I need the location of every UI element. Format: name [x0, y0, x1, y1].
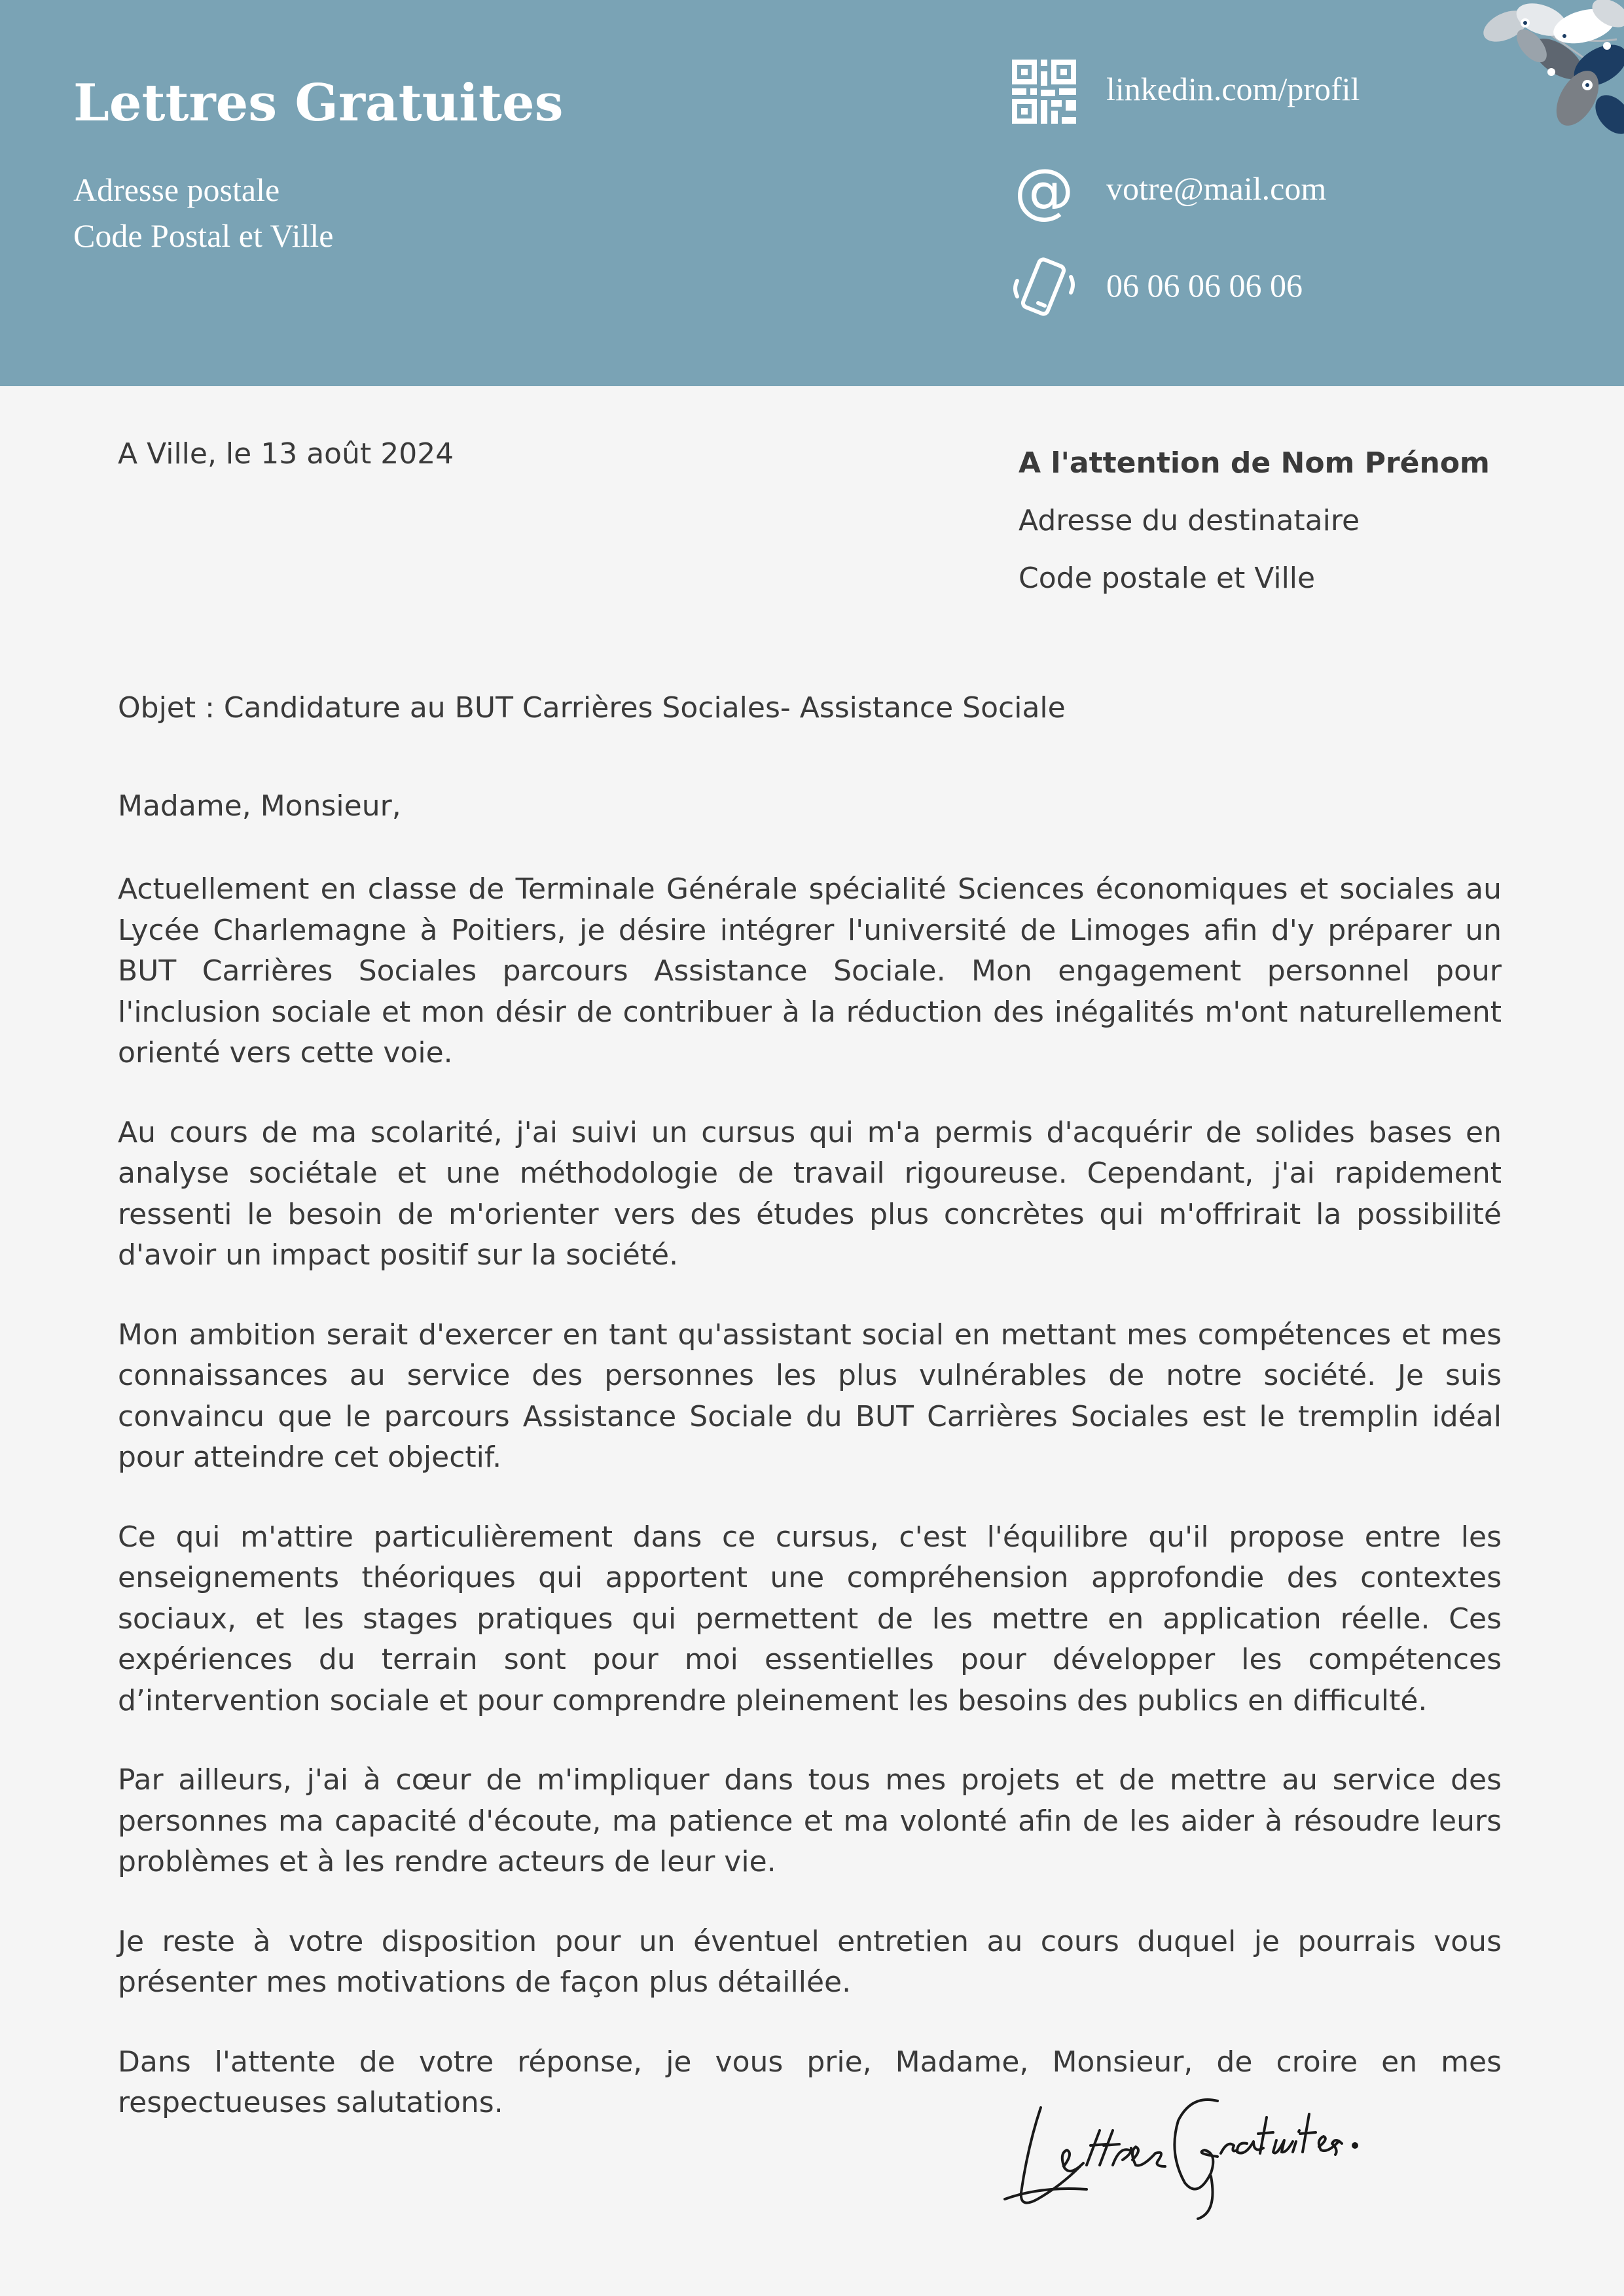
sender-name: Lettres Gratuites	[73, 73, 564, 133]
phone-text: 06 06 06 06 06	[1106, 267, 1303, 304]
email-text: votre@mail.com	[1106, 170, 1327, 207]
letter-paragraphs	[118, 869, 1502, 2162]
paragraph-1: Actuellement en classe de Terminale Générale spécialité Sciences économiques et sociales au Lycée Charlemagne à Poitiers, je désire intégrer l'université de Limoges afin d'y préparer un BUT Carrières Sociales parcours Assistance Sociale. Mon engagement personnel pour l'inclusion sociale et mon désir de contribuer à la réduction des inégalités m'ont naturellement orienté vers cette voie.	[118, 872, 1502, 1069]
salutation: Madame, Monsieur,	[118, 789, 401, 823]
paragraph-2: Au cours de ma scolarité, j'ai suivi un cursus qui m'a permis d'acquérir de solides bases en analyse sociétale et une méthodologie de travail rigoureuse. Cependant, j'ai rapidement ressenti le besoin de m'orienter vers des études plus concrètes qui m'offrirait la possibilité d'avoir un impact positif sur la société.	[118, 1115, 1502, 1272]
paragraph-4: Ce qui m'attire particulièrement dans ce cursus, c'est l'équilibre qu'il propose entre les enseignements théoriques qui apportent une compréhension approfondie des contextes sociaux, et les stages pratiques qui permettent de les mettre en application réelle. Ces expériences du terrain sont pour moi essentielles pour développer les compétences d’intervention sociale et pour comprendre pleinement les besoins des publics en difficulté.	[118, 1520, 1502, 1717]
paragraph-5: Par ailleurs, j'ai à cœur de m'impliquer dans tous mes projets et de mettre au service des personnes ma capacité d'écoute, ma patience et ma volonté afin de les aider à résoudre leurs problèmes et à les rendre acteurs de leur vie.	[118, 1763, 1502, 1878]
header-banner	[0, 0, 1624, 386]
at-icon: @	[1014, 156, 1074, 226]
letter-object: Objet : Candidature au BUT Carrières Sociales- Assistance Sociale	[118, 691, 1066, 725]
date-line: A Ville, le 13 août 2024	[118, 437, 454, 471]
floral-decoration-icon	[1479, 0, 1624, 157]
paragraph-3: Mon ambition serait d'exercer en tant qu'assistant social en mettant mes compétences et mes connaissances au service des personnes les plus vulnérables de notre société. Je suis convaincu que le parcours Assistance Sociale du BUT Carrières Sociales est le tremplin idéal pour atteindre cet objectif.	[118, 1318, 1502, 1474]
recipient-name: A l'attention de Nom Prénom	[1019, 446, 1490, 480]
phone-icon	[1008, 252, 1080, 324]
recipient-block	[1019, 435, 1490, 607]
recipient-address: Adresse du destinataire	[1019, 504, 1360, 537]
sender-address-line2: Code Postal et Ville	[73, 217, 334, 254]
sender-address	[73, 167, 333, 259]
recipient-city: Code postale et Ville	[1019, 562, 1316, 595]
handwritten-signature	[1001, 2068, 1381, 2225]
sender-address-line1: Adresse postale	[73, 171, 280, 208]
paragraph-7: Dans l'attente de votre réponse, je vous prie, Madame, Monsieur, de croire en mes respectueuses salutations.	[118, 2045, 1502, 2119]
linkedin-text: linkedin.com/profil	[1106, 71, 1360, 107]
paragraph-6: Je reste à votre disposition pour un éventuel entretien au cours duquel je pourrais vous présenter mes motivations de façon plus détaillée.	[118, 1924, 1502, 1999]
qr-code-icon	[1008, 56, 1080, 128]
